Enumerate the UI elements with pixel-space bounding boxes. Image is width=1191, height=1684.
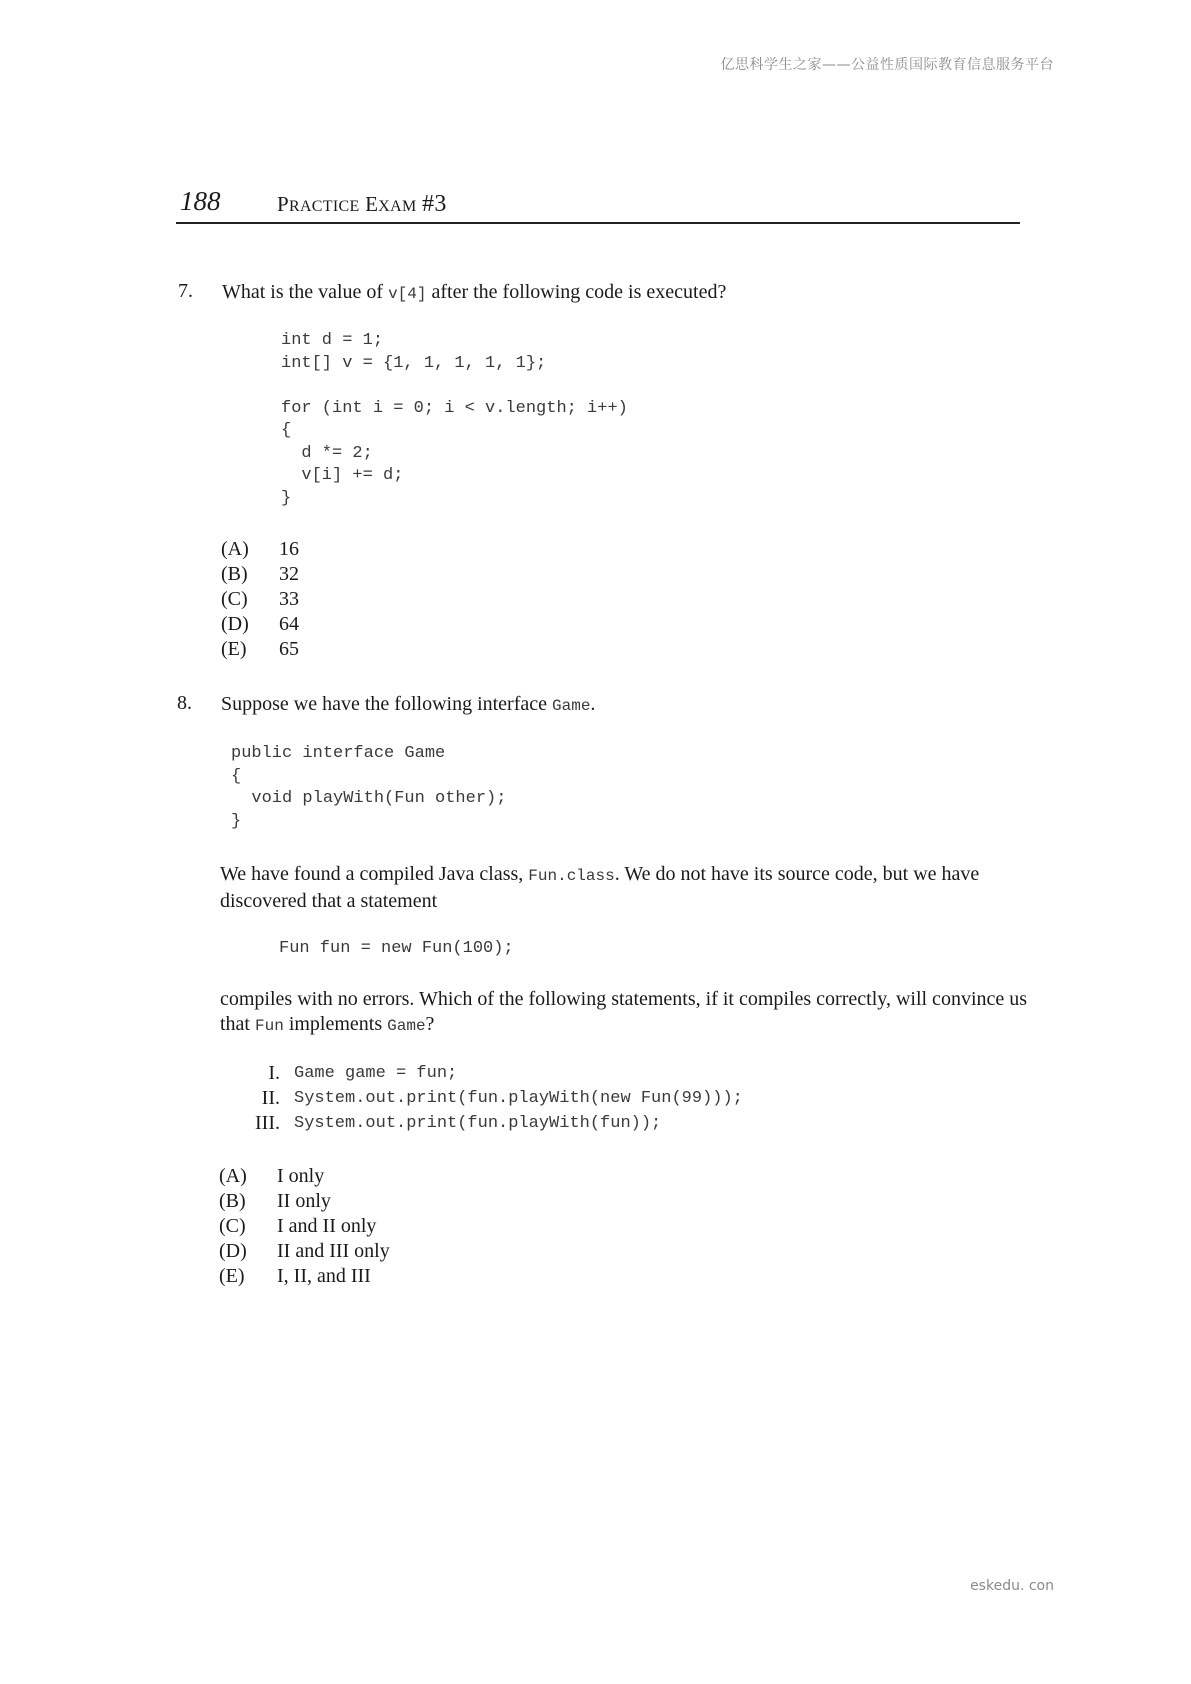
option-letter: (C)	[219, 1215, 246, 1237]
option-letter: (B)	[221, 563, 248, 585]
q8-para1-before: We have found a compiled Java class,	[220, 863, 529, 885]
q8-option-e[interactable]	[219, 1264, 390, 1289]
option-text: 16	[279, 538, 299, 560]
statement-code: Game game = fun;	[294, 1064, 458, 1083]
q8-option-c[interactable]	[219, 1214, 390, 1239]
roman-numeral: I.	[268, 1062, 280, 1084]
q8-para2-code-fun: Fun	[255, 1017, 284, 1035]
q8-para2-after: ?	[425, 1013, 435, 1035]
q8-option-b[interactable]	[219, 1189, 390, 1214]
title-p: P	[277, 192, 289, 216]
option-text: 33	[279, 588, 299, 610]
question-8-paragraph-2	[220, 987, 1030, 1039]
question-8-paragraph-1	[220, 862, 1020, 914]
option-letter: (E)	[219, 1265, 245, 1287]
option-text: I and II only	[277, 1215, 377, 1237]
option-letter: (A)	[221, 538, 249, 560]
option-text: II only	[277, 1190, 331, 1212]
title-number: #3	[422, 191, 447, 217]
title-e: E	[365, 192, 379, 216]
q7-option-e[interactable]	[221, 637, 299, 662]
q7-option-a[interactable]	[221, 537, 299, 562]
statement-code: Fun fun = new Fun(100);	[279, 939, 514, 958]
top-watermark: 亿思科学生之家——公益性质国际教育信息服务平台	[720, 57, 1054, 73]
q8-para2-before: compiles with no errors. Which of the following statements, if it compiles correctly, will convince us that	[220, 988, 1028, 1035]
option-text: II and III only	[277, 1240, 390, 1262]
q8-intro-after: .	[590, 693, 596, 715]
option-letter: (E)	[221, 638, 247, 660]
option-letter: (D)	[221, 613, 249, 635]
option-text: 32	[279, 563, 299, 585]
question-8-number: 8.	[177, 692, 192, 714]
option-letter: (B)	[219, 1190, 246, 1212]
bottom-watermark: eskedu. con	[970, 1578, 1054, 1594]
option-letter: (D)	[219, 1240, 247, 1262]
question-8-options	[219, 1164, 390, 1289]
statement-i	[230, 1061, 743, 1086]
q8-para2-code-game: Game	[387, 1017, 426, 1035]
interface-code: public interface Game { void playWith(Fun other); }	[231, 744, 507, 831]
q7-code-ref: v[4]	[388, 285, 427, 303]
question-7-number: 7.	[178, 280, 193, 302]
q7-option-d[interactable]	[221, 612, 299, 637]
title-ractice: RACTICE	[288, 198, 360, 215]
q8-para1-code: Fun.class	[528, 867, 615, 885]
statement-code: System.out.print(fun.playWith(fun));	[294, 1114, 662, 1133]
q8-intro-code: Game	[552, 697, 591, 715]
option-letter: (A)	[219, 1165, 247, 1187]
question-7-options	[221, 537, 299, 662]
q8-option-a[interactable]	[219, 1164, 390, 1189]
statement-code: System.out.print(fun.playWith(new Fun(99)));	[294, 1089, 743, 1108]
q7-option-b[interactable]	[221, 562, 299, 587]
running-header	[176, 186, 1020, 224]
option-text: I, II, and III	[277, 1265, 371, 1287]
q8-intro-before: Suppose we have the following interface	[221, 693, 553, 715]
question-7-code: int d = 1; int[] v = {1, 1, 1, 1, 1}; for (int i = 0; i < v.length; i++) { d *= 2; v[i] += d; }	[281, 331, 628, 508]
title-xam: XAM	[378, 198, 417, 215]
option-text: I only	[277, 1165, 325, 1187]
roman-numeral: III.	[255, 1112, 280, 1134]
q8-option-d[interactable]	[219, 1239, 390, 1264]
question-7-text	[222, 280, 1022, 307]
page-number: 188	[180, 186, 221, 216]
option-text: 64	[279, 613, 299, 635]
q7-option-c[interactable]	[221, 587, 299, 612]
statement-iii	[230, 1111, 743, 1136]
statements-list	[230, 1061, 743, 1136]
running-title	[277, 191, 447, 218]
q7-text-after: after the following code is executed?	[426, 281, 727, 303]
statement-ii	[230, 1086, 743, 1111]
q7-text-before: What is the value of	[222, 281, 389, 303]
option-text: 65	[279, 638, 299, 660]
option-letter: (C)	[221, 588, 248, 610]
q8-para2-mid: implements	[283, 1013, 388, 1035]
roman-numeral: II.	[261, 1087, 280, 1109]
question-8-intro	[221, 692, 1021, 719]
q8-para1-after: . We do not have its source code, but we have discovered that a statement	[220, 863, 980, 912]
